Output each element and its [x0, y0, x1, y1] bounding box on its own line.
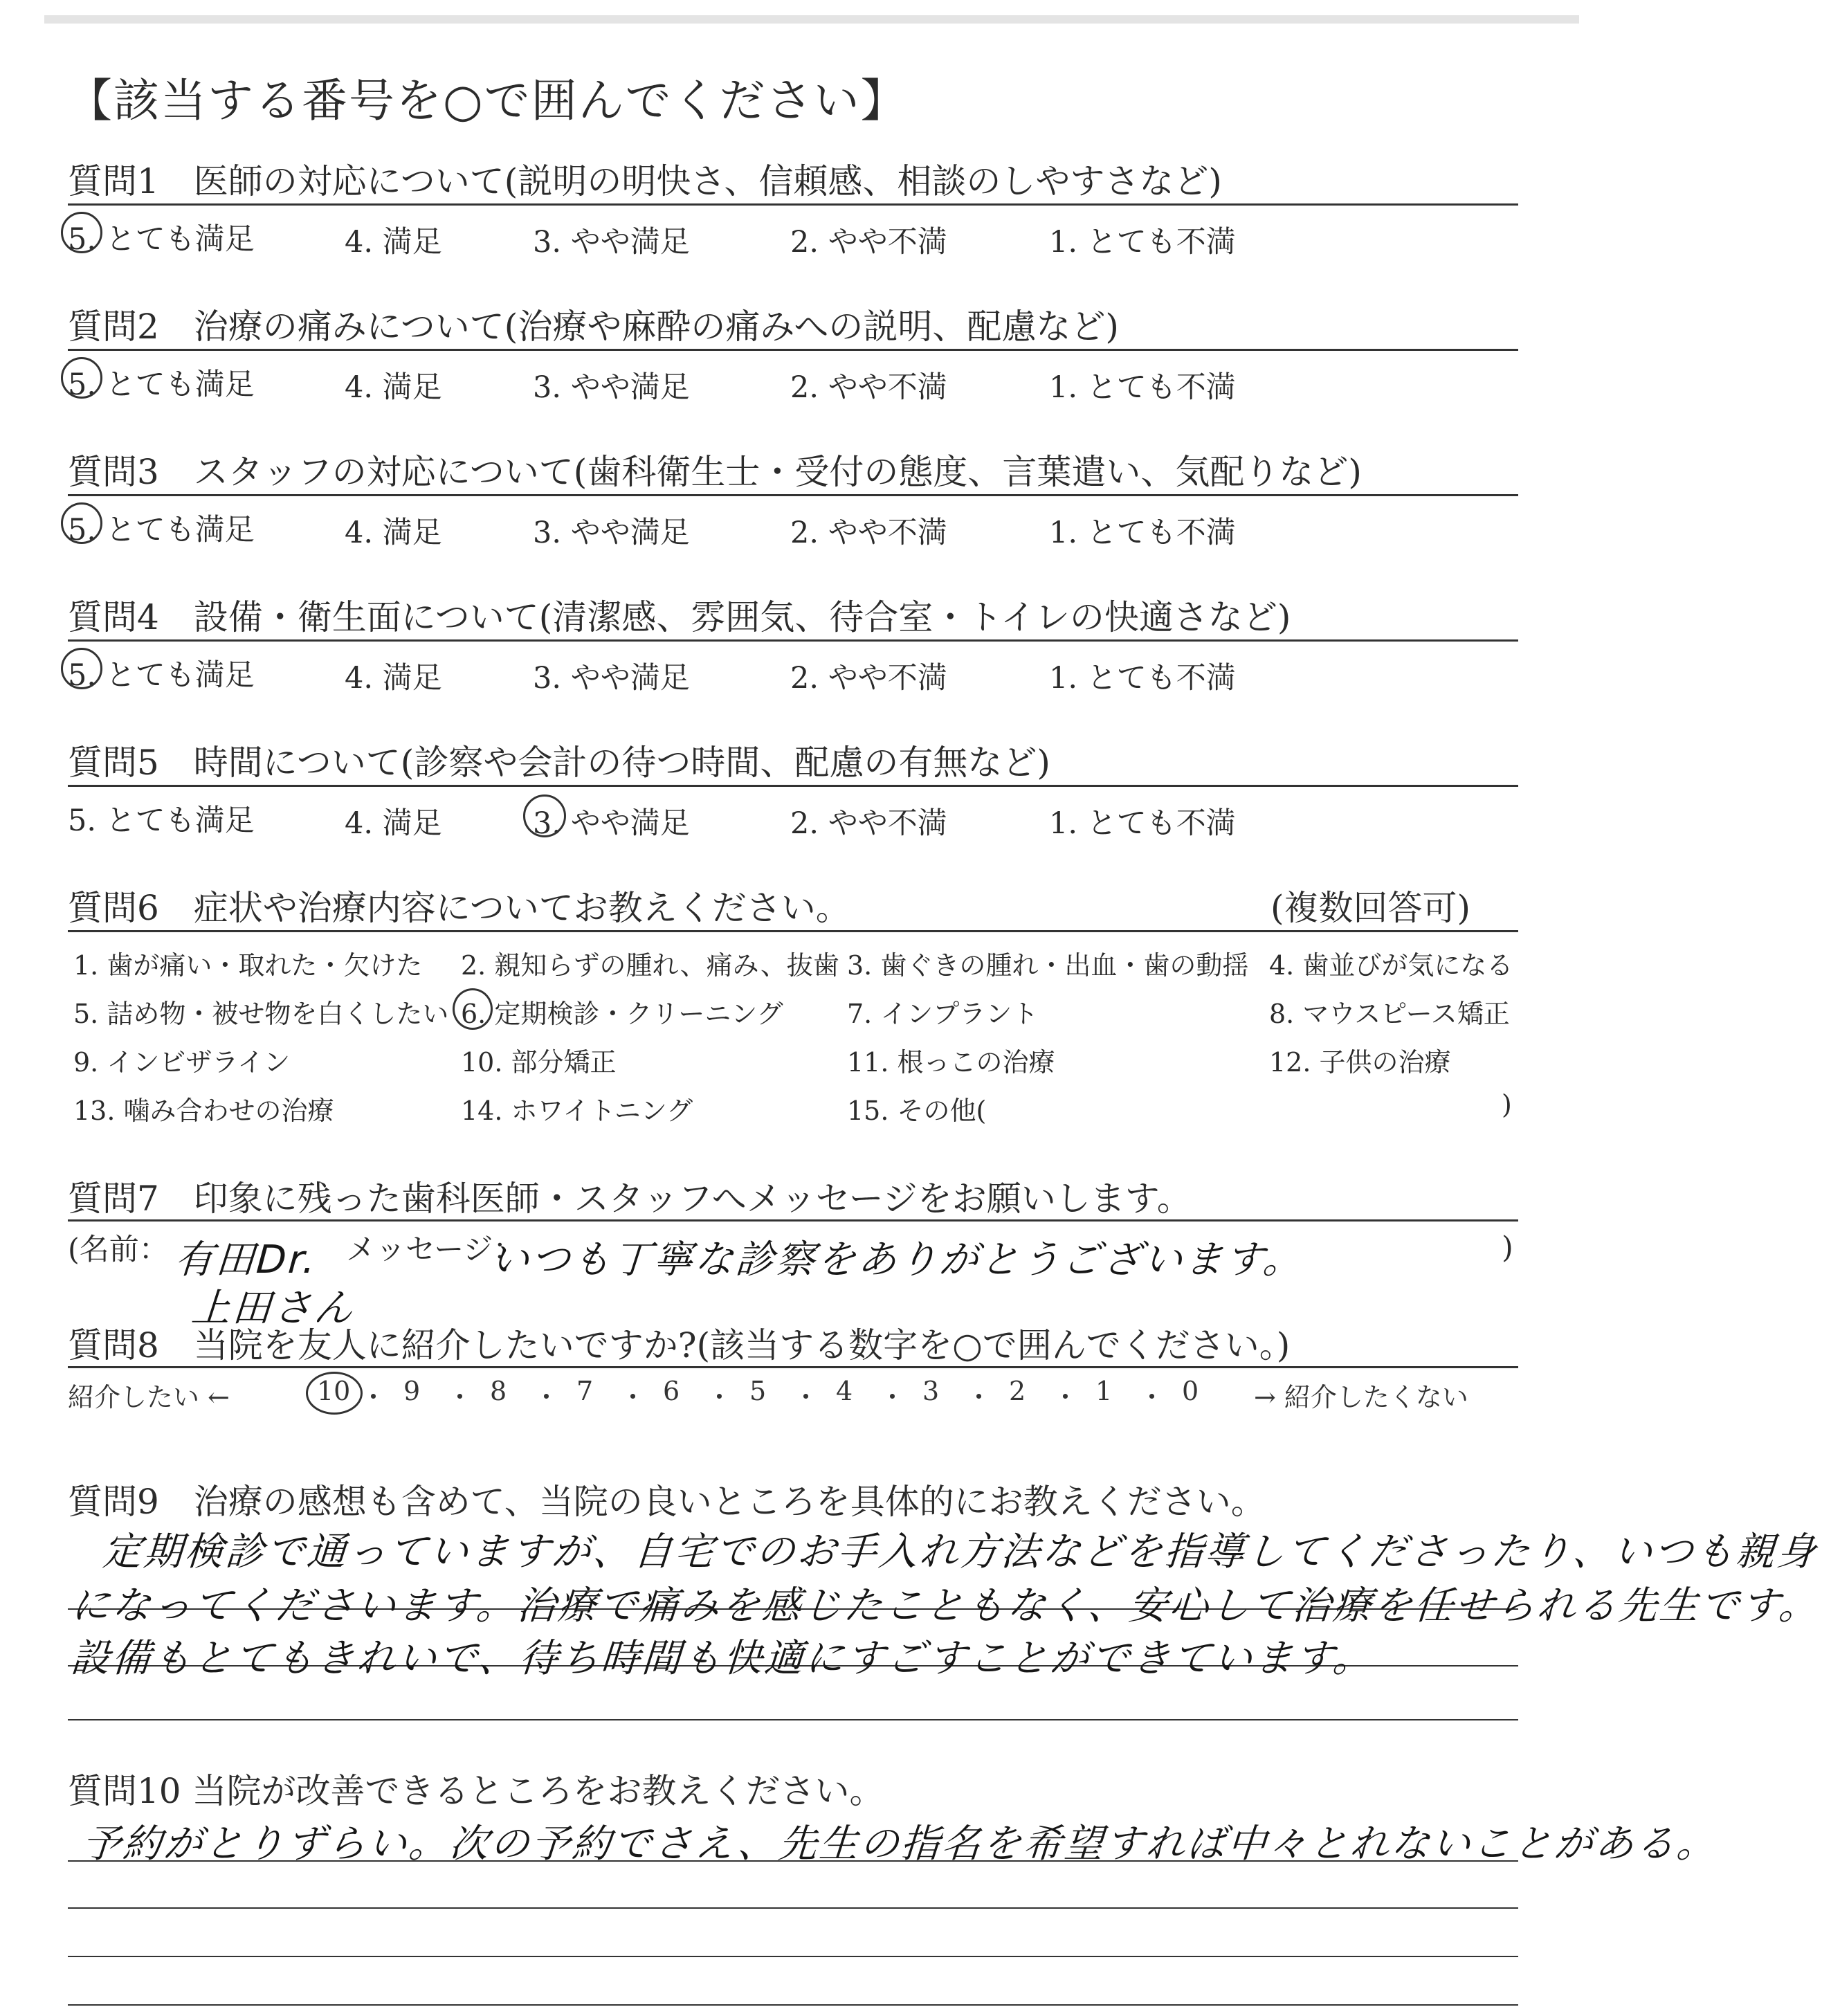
- q6-option-5[interactable]: 5. 詰め物・被せ物を白くしたい: [73, 999, 449, 1029]
- q8-scale-value[interactable]: 3: [922, 1376, 940, 1406]
- q9-answer-line-1: 定期検診で通っていますが、自宅でのお手入れ方法などを指導してくださったり、いつも親身: [101, 1529, 1819, 1574]
- q8-scale-separator: ・: [706, 1382, 733, 1413]
- q9-answer-line-2: になってくださいます。治療で痛みを感じたこともなく、安心して治療を任せられる先生です。: [69, 1583, 1821, 1628]
- q8-selection-circle: [306, 1372, 363, 1415]
- q8-scale-value[interactable]: 1: [1095, 1376, 1113, 1406]
- q8-scale-value[interactable]: 4: [836, 1376, 853, 1406]
- q1-option-4[interactable]: 4. 満足: [345, 225, 442, 260]
- q1-selection-circle: [61, 212, 102, 253]
- q7-name-answer-1: 有田Dr.: [173, 1237, 319, 1282]
- q4-option-3[interactable]: 3. やや満足: [533, 661, 690, 696]
- q8-scale-value[interactable]: 2: [1009, 1376, 1026, 1406]
- q8-scale-separator: ・: [533, 1382, 560, 1413]
- q5-option-1[interactable]: 1. とても不満: [1049, 806, 1236, 841]
- q7-message-answer: いつも丁寧な診察をありがとうございます。: [489, 1237, 1306, 1282]
- q10-answer-line-1: 予約がとりずらい。次の予約でさえ、先生の指名を希望すれば中々とれないことがある。: [80, 1822, 1720, 1867]
- q6-option-7[interactable]: 7. インプラント: [847, 999, 1039, 1029]
- q8-scale-separator: ・: [879, 1382, 906, 1413]
- q8-scale-value[interactable]: 10: [317, 1376, 351, 1406]
- q6-option-12[interactable]: 12. 子供の治療: [1269, 1047, 1451, 1078]
- q1-option-2[interactable]: 2. やや不満: [790, 225, 947, 260]
- q2-title: 質問2 治療の痛みについて(治療や麻酔の痛みへの説明、配慮など): [68, 307, 1119, 347]
- q6-option-14[interactable]: 14. ホワイトニング: [461, 1096, 693, 1126]
- q3-option-1[interactable]: 1. とても不満: [1049, 516, 1236, 550]
- q4-option-1[interactable]: 1. とても不満: [1049, 661, 1236, 696]
- q5-option-4[interactable]: 4. 満足: [345, 806, 442, 841]
- q8-scale-value[interactable]: 6: [663, 1376, 680, 1406]
- q3-option-5[interactable]: 5. とても満足: [68, 513, 255, 547]
- q3-selection-circle: [61, 502, 102, 544]
- q8-scale-separator: ・: [1052, 1382, 1079, 1413]
- q2-option-1[interactable]: 1. とても不満: [1049, 370, 1236, 405]
- q1-rule: [68, 203, 1518, 206]
- q1-option-3[interactable]: 3. やや満足: [533, 225, 690, 260]
- q6-other-close-paren: ): [1502, 1089, 1512, 1120]
- q4-rule: [68, 639, 1518, 642]
- q3-option-3[interactable]: 3. やや満足: [533, 516, 690, 550]
- q8-scale-value[interactable]: 0: [1182, 1376, 1199, 1406]
- q4-option-5[interactable]: 5. とても満足: [68, 658, 255, 693]
- q5-rule: [68, 785, 1518, 787]
- q6-option-15[interactable]: 15. その他(: [847, 1096, 987, 1126]
- q2-option-3[interactable]: 3. やや満足: [533, 370, 690, 405]
- q3-option-2[interactable]: 2. やや不満: [790, 516, 947, 550]
- q8-scale-separator: ・: [619, 1382, 646, 1413]
- q8-scale-separator: ・: [360, 1382, 387, 1413]
- q4-title: 質問4 設備・衛生面について(清潔感、雰囲気、待合室・トイレの快適さなど): [68, 597, 1291, 637]
- q6-option-10[interactable]: 10. 部分矯正: [461, 1047, 617, 1078]
- q6-multiple-note: (複数回答可): [1270, 888, 1471, 928]
- q3-option-4[interactable]: 4. 満足: [345, 516, 442, 550]
- q8-scale-separator: ・: [1138, 1382, 1165, 1413]
- q8-scale-value[interactable]: 7: [576, 1376, 594, 1406]
- q9-line-3: [68, 1719, 1518, 1720]
- q7-title: 質問7 印象に残った歯科医師・スタッフへメッセージをお願いします。: [68, 1179, 1192, 1219]
- q6-option-1[interactable]: 1. 歯が痛い・取れた・欠けた: [73, 950, 423, 981]
- q7-name-label: (名前：: [68, 1233, 169, 1267]
- q6-option-8[interactable]: 8. マウスピース矯正: [1269, 999, 1510, 1029]
- q6-option-11[interactable]: 11. 根っこの治療: [847, 1047, 1055, 1078]
- q6-rule: [68, 930, 1518, 932]
- q10-title: 質問10 当院が改善できるところをお教えください。: [68, 1771, 884, 1811]
- q8-left-label: 紹介したい ←: [68, 1382, 230, 1413]
- q2-selection-circle: [61, 357, 102, 399]
- q10-line-3: [68, 1956, 1518, 1957]
- q8-scale-separator: ・: [965, 1382, 992, 1413]
- q4-option-2[interactable]: 2. やや不満: [790, 661, 947, 696]
- q7-message-label: メッセージ：: [346, 1233, 523, 1267]
- q8-rule: [68, 1366, 1518, 1368]
- q7-name-answer-2: 上田さん: [190, 1286, 356, 1331]
- q8-scale-value[interactable]: 5: [749, 1376, 767, 1406]
- q2-option-2[interactable]: 2. やや不満: [790, 370, 947, 405]
- q3-title: 質問3 スタッフの対応について(歯科衛生士・受付の態度、言葉遣い、気配りなど): [68, 452, 1362, 492]
- q3-rule: [68, 494, 1518, 496]
- q5-selection-circle: [523, 794, 566, 837]
- form-header: 【該当する番号を○で囲んでください】: [66, 74, 908, 127]
- q1-option-5[interactable]: 5. とても満足: [68, 222, 255, 257]
- q8-scale-value[interactable]: 8: [490, 1376, 507, 1406]
- q6-option-13[interactable]: 13. 噛み合わせの治療: [73, 1096, 334, 1126]
- q4-option-4[interactable]: 4. 満足: [345, 661, 442, 696]
- q6-option-3[interactable]: 3. 歯ぐきの腫れ・出血・歯の動揺: [847, 950, 1249, 981]
- q5-option-5[interactable]: 5. とても満足: [68, 803, 255, 838]
- q2-option-4[interactable]: 4. 満足: [345, 370, 442, 405]
- q9-title: 質問9 治療の感想も含めて、当院の良いところを具体的にお教えください。: [68, 1482, 1266, 1522]
- q1-title: 質問1 医師の対応について(説明の明快さ、信頼感、相談のしやすさなど): [68, 161, 1222, 201]
- q7-close-paren: ): [1502, 1231, 1513, 1265]
- q6-selection-circle: [453, 988, 493, 1030]
- q1-option-1[interactable]: 1. とても不満: [1049, 225, 1236, 260]
- q8-scale-separator: ・: [792, 1382, 819, 1413]
- q8-title: 質問8 当院を友人に紹介したいですか?(該当する数字を○で囲んでください。): [68, 1325, 1291, 1365]
- q2-option-5[interactable]: 5. とても満足: [68, 367, 255, 402]
- q9-answer-line-3: 設備もとてもきれいで、待ち時間も快適にすごすことができています。: [69, 1636, 1376, 1681]
- q5-title: 質問5 時間について(診察や会計の待つ時間、配慮の有無など): [68, 743, 1050, 783]
- q6-option-6[interactable]: 6. 定期検診・クリーニング: [461, 999, 783, 1029]
- q6-option-4[interactable]: 4. 歯並びが気になる: [1269, 950, 1513, 981]
- q5-option-3[interactable]: 3. やや満足: [533, 806, 690, 841]
- q10-line-2: [68, 1907, 1518, 1909]
- q10-line-4: [68, 2004, 1518, 2006]
- q7-rule: [68, 1219, 1518, 1222]
- q8-right-label: → 紹介したくない: [1254, 1382, 1468, 1413]
- q2-rule: [68, 349, 1518, 351]
- q6-option-9[interactable]: 9. インビザライン: [73, 1047, 291, 1078]
- q6-option-2[interactable]: 2. 親知らずの腫れ、痛み、抜歯: [461, 950, 839, 981]
- q4-selection-circle: [61, 648, 102, 689]
- q5-option-2[interactable]: 2. やや不満: [790, 806, 947, 841]
- q6-title: 質問6 症状や治療内容についてお教えください。: [68, 888, 850, 928]
- page-top-edge: [44, 15, 1579, 24]
- q8-scale-value[interactable]: 9: [403, 1376, 421, 1406]
- q8-scale-separator: ・: [446, 1382, 473, 1413]
